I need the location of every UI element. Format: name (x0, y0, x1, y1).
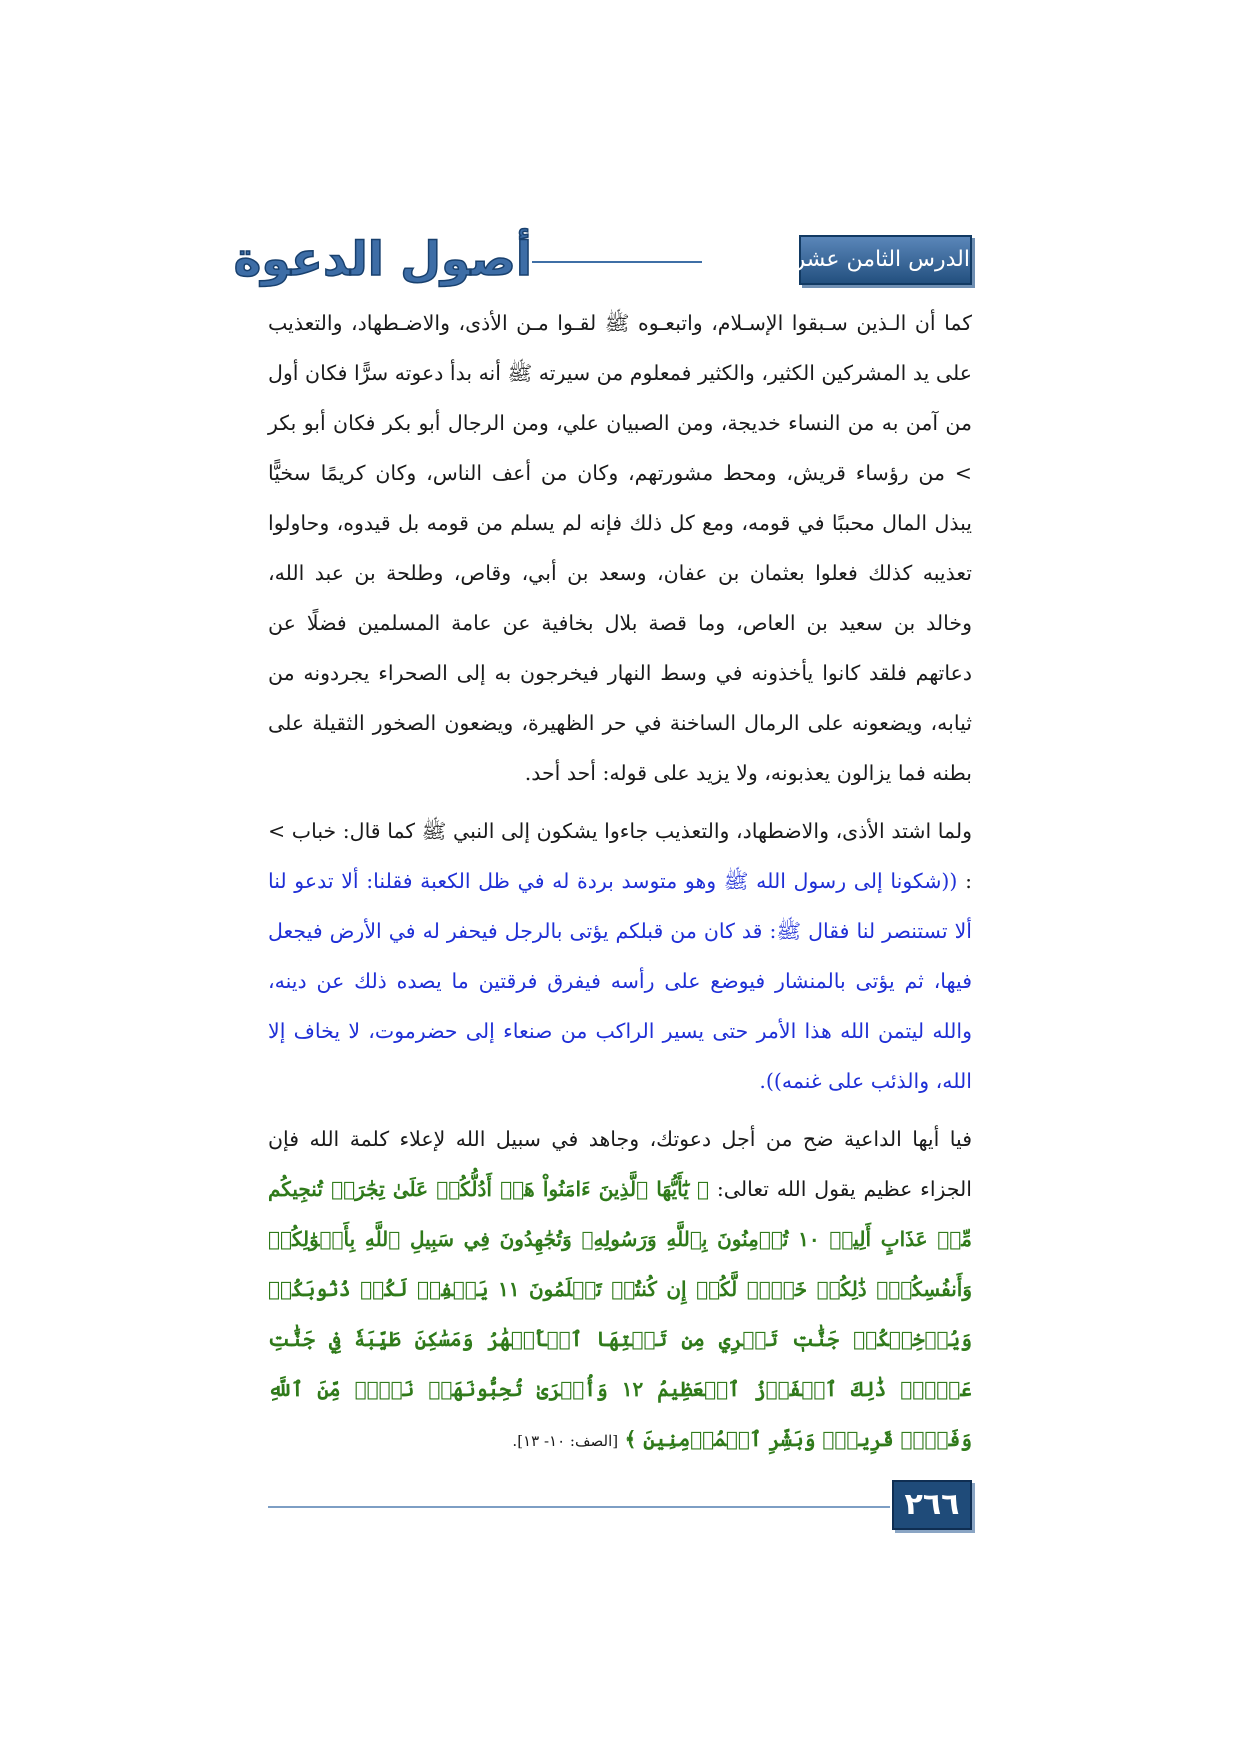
quran-verse: ﴿ يَٰٓأَيُّهَا ٱلَّذِينَ ءَامَنُواْ هَلۡ أَدُلُّكُمۡ عَلَىٰ تِجَٰرَةٖ تُنجِيكُم مِّنۡ عَذَابٍ أَلِيمٖ ١٠ تُؤۡمِنُونَ بِٱللَّهِ وَرَسُولِهِۦ وَتُجَٰهِدُونَ فِي سَبِيلِ ٱللَّهِ بِأَمۡوَٰلِكُمۡ وَأَنفُسِكُمۡۚ ذَٰلِكُمۡ خَيۡرٞ لَّكُمۡ إِن كُنتُمۡ تَعۡلَمُونَ ١١ يَغۡفِرۡ لَكُمۡ ذُنُوبَكُمۡ وَيُدۡخِلۡكُمۡ جَنَّٰتٖ تَجۡرِي مِن تَحۡتِهَا ٱلۡأَنۡهَٰرُ وَمَسَٰكِنَ طَيِّبَةٗ فِي جَنَّٰتِ عَدۡنٖۚ ذَٰلِكَ ٱلۡفَوۡزُ ٱلۡعَظِيمُ ١٢ وَأُخۡرَىٰ تُحِبُّونَهَاۖ نَصۡرٞ مِّنَ ٱللَّهِ وَفَتۡحٞ قَرِيبٞۗ وَبَشِّرِ ٱلۡمُؤۡمِنِينَ ﴾ (268, 1177, 972, 1451)
page-body (268, 298, 972, 1466)
verse-citation: [الصف: ١٠- ١٣]. (512, 1432, 619, 1450)
paragraph-2 (268, 806, 972, 1106)
paragraph-1: كما أن الـذين سـبقوا الإسـلام، واتبعـوه ﷺ لقـوا مـن الأذى، والاضـطهاد، والتعذيب على يد المشركين الكثير، والكثير فمعلوم من سيرته ﷺ أنه بدأ دعوته سرًّا فكان أول من آمن به من النساء خديجة، ومن الصبيان علي، ومن الرجال أبو بكر فكان أبو بكر > من رؤساء قريش، ومحط مشورتهم، وكان من أعف الناس، وكان كريمًا سخيًّا يبذل المال محببًا في قومه، ومع كل ذلك فإنه لم يسلم من قومه بل قيدوه، وحاولوا تعذيبه كذلك فعلوا بعثمان بن عفان، وسعد بن أبي، وقاص، وطلحة بن عبد الله، وخالد بن سعيد بن العاص، وما قصة بلال بخافية عن عامة المسلمين فضلًا عن دعاتهم فلقد كانوا يأخذونه في وسط النهار فيخرجون به إلى الصحراء يجردونه من ثيابه، ويضعونه على الرمال الساخنة في حر الظهيرة، ويضعون الصخور الثقيلة على بطنه فما يزالون يعذبونه، ولا يزيد على قوله: أحد أحد. (268, 311, 972, 785)
footer-divider (268, 1506, 890, 1508)
hadith-quote: ((شكونا إلى رسول الله ﷺ وهو متوسد بردة له في ظل الكعبة فقلنا: ألا تدعو لنا ألا تستنصر لنا فقال ﷺ: قد كان من قبلكم يؤتى بالرجل فيحفر له في الأرض فيجعل فيها، ثم يؤتى بالمنشار فيوضع على رأسه فيفرق فرقتين ما يصده ذلك عن دينه، والله ليتمن الله هذا الأمر حتى يسير الراكب من صنعاء إلى حضرموت، لا يخاف إلا الله، والذئب على غنمه)). (268, 869, 972, 1093)
header-divider (532, 261, 702, 263)
lesson-badge: الدرس الثامن عشر (799, 235, 972, 285)
paragraph-2-intro: ولما اشتد الأذى، والاضطهاد، والتعذيب جاءوا يشكون إلى النبي ﷺ كما قال: خباب > : (268, 819, 972, 893)
paragraph-3 (268, 1114, 972, 1466)
page-number: ٢٦٦ (892, 1480, 972, 1530)
page-footer (268, 1480, 972, 1536)
book-title: أصول الدعوة (233, 232, 532, 287)
paragraph-3-intro: فيا أيها الداعية ضح من أجل دعوتك، وجاهد في سبيل الله لإعلاء كلمة الله فإن الجزاء عظيم يقول الله تعالى: (268, 1127, 973, 1201)
page-header (233, 228, 972, 292)
